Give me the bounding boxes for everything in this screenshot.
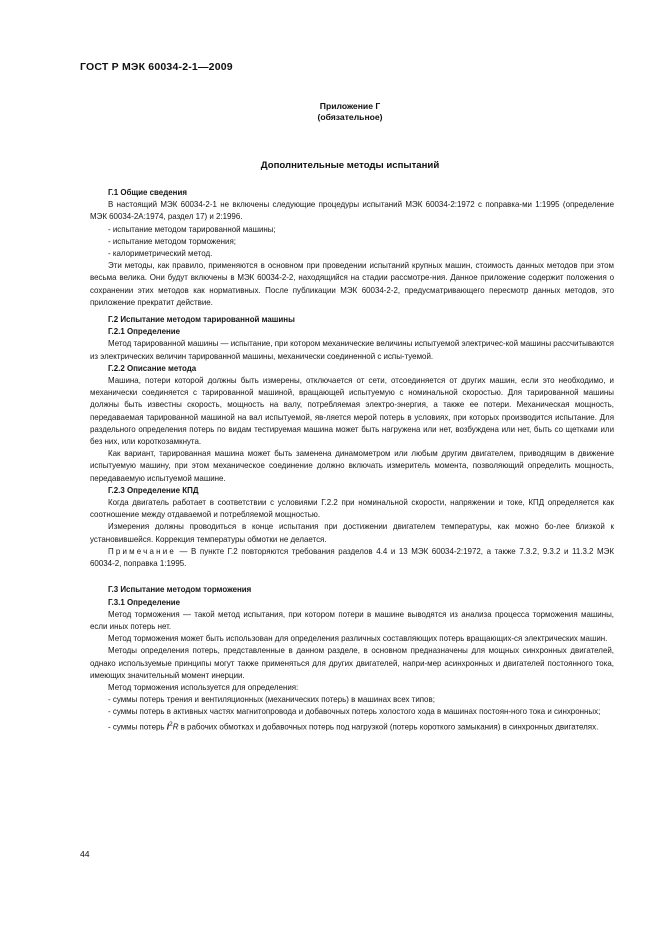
- subsection-g23-heading: Г.2.3 Определение КПД: [108, 485, 199, 495]
- resistance-symbol: R: [172, 722, 179, 732]
- subsection-g31-heading: Г.3.1 Определение: [108, 597, 181, 607]
- subsection-g31-paragraph: Метод торможения используется для определения:: [108, 682, 299, 692]
- list-item: [90, 719, 614, 734]
- subsection-g22-paragraph: Машина, потери которой должны быть измерены, отключается от сети, отсоединяется от других машин, если это необходимо, и механически соединяется с тарированной машиной, вращающей испытуемую с номинальной скоростью. Для тарированной машины должны быть известны скорость, мощность на валу, потребляемая электро-энергия, а также ее потери. Механическая мощность, передаваемая тарированной машиной на вал испытуемой, яв-ляется мерой потерь в условиях, при которых производится испытание. Для раздельного определения потерь по видам тестируемая машина может быть нагружена или нет, возбуждена или нет, быть со щетками или без них, или короткозамкнута.: [90, 376, 614, 447]
- current-symbol: I: [166, 722, 169, 732]
- section-g1-paragraph: Эти методы, как правило, применяются в основном при проведении испытаний крупных машин, стоимость данных методов при этом весьма велика. Они будут включены в МЭК 60034-2-2, находящийся на стадии рассмотре-ния. Данное приложение содержит положения о сохранении этих методов как нормативных. После публикации МЭК 60034-2-2, предусматривающего пересмотр данных методов, это приложение прекратит действие.: [90, 261, 614, 307]
- annex-name: Приложение Г: [319, 101, 381, 111]
- subsection-g31-paragraph: Методы определения потерь, представленные в данном разделе, в основном предназначены для мощных синхронных двигателей, однако используемые принципы могут также применяться для других двигателей, напри-мер асинхронных и двигателей постоянного тока, имеющих значительный момент инерции.: [90, 646, 614, 680]
- list-item-text: - суммы потерь: [108, 722, 167, 732]
- list-item: - испытание методом торможения;: [108, 236, 236, 246]
- annex-block: [80, 101, 620, 123]
- note: [90, 546, 614, 570]
- section-g1-heading: Г.1 Общие сведения: [108, 188, 187, 197]
- exponent: 2: [169, 720, 173, 728]
- list-item-text: в рабочих обмотках и добавочных потерь под нагрузкой (потерь короткого замыкания) в синхронных двигателях.: [178, 722, 599, 732]
- note-label: Примечание: [108, 546, 176, 556]
- page-number: 44: [80, 849, 90, 859]
- subsection-g23-paragraph: Когда двигатель работает в соответствии с условиями Г.2.2 при номинальной скорости, напряжении и токе, КПД определяется как соотношение между отдаваемой и потребляемой мощностью.: [90, 498, 614, 520]
- section-g1-paragraph: В настоящий МЭК 60034-2-1 не включены следующие процедуры испытаний МЭК 60034-2:1972 с поправка-ми 1:1995 (определение МЭК 60034-2А:1974, раздел 17) и 2:1996.: [90, 200, 614, 222]
- document-body: [90, 187, 614, 733]
- subsection-g23-paragraph: Измерения должны проводиться в конце испытания при достижении двигателем температуры, как можно бо-лее близкой к установившейся. Коррекция температуры обмотки не делается.: [90, 522, 614, 544]
- subsection-g31-paragraph: Метод торможения — такой метод испытания, при котором потери в машине выводятся из анализа процесса торможения машины, если иных потерь нет.: [90, 609, 614, 631]
- list-item: - испытание методом тарированной машины;: [108, 224, 276, 234]
- annex-title: Дополнительные методы испытаний: [260, 160, 440, 171]
- subsection-g21-text: Метод тарированной машины — испытание, при котором механические величины испытуемой электричес-кой машины рассчитываются из электрических величин тарированной машины, механически соединенной с испы-туемой.: [90, 339, 614, 361]
- standard-header: ГОСТ Р МЭК 60034-2-1—2009: [80, 61, 233, 73]
- list-item: - калориметрический метод.: [108, 249, 213, 259]
- section-g3-heading: Г.3 Испытание методом торможения: [108, 585, 252, 595]
- section-g2-heading: Г.2 Испытание методом тарированной машины: [108, 315, 295, 325]
- subsection-g22-heading: Г.2.2 Описание метода: [108, 363, 197, 373]
- annex-status: (обязательное): [317, 112, 383, 122]
- list-item: - суммы потерь трения и вентиляционных (механических потерь) в машинах всех типов;: [108, 695, 435, 705]
- subsection-g31-paragraph: Метод торможения может быть использован для определения различных составляющих потерь вращающих-ся электрических машин.: [108, 634, 608, 644]
- list-item: - суммы потерь в активных частях магнитопровода и добавочных потерь холостого хода в машинах постоян-ного тока и синхронных;: [108, 707, 601, 717]
- subsection-g21-heading: Г.2.1 Определение: [108, 327, 181, 337]
- subsection-g22-paragraph: Как вариант, тарированная машина может быть заменена динамометром или любым другим двигателем, приводящим в движение испытуемую машину, при этом механическое соединение должно включать измеритель момента, позволяющий определить мощность, передаваемую испытуемой машине.: [90, 449, 614, 483]
- note-text: — В пункте Г.2 повторяются требования разделов 4.4 и 13 МЭК 60034-2:1972, а также 7.3.2, 9.3.2 и 11.3.2 МЭК 60034-2, поправка 1:1995.: [90, 546, 614, 569]
